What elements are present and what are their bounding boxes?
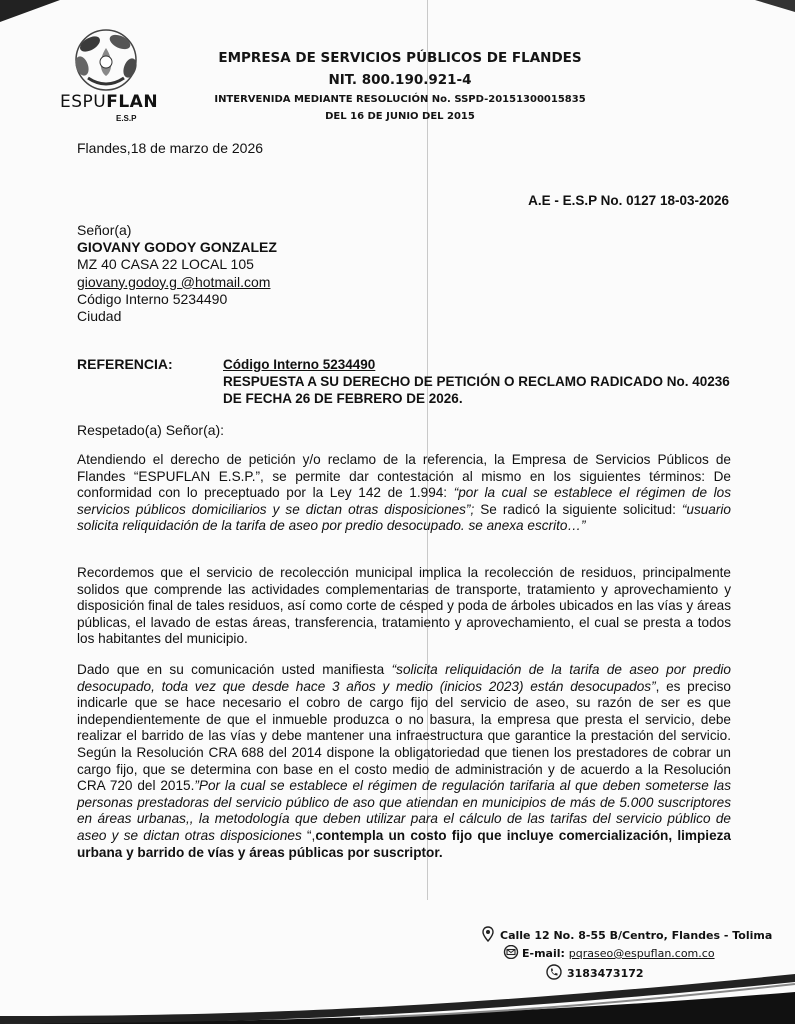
- greeting: Respetado(a) Señor(a):: [77, 422, 225, 438]
- reference-label: REFERENCIA:: [77, 356, 173, 372]
- footer-email: [522, 947, 715, 960]
- footer-address: Calle 12 No. 8-55 B/Centro, Flandes - Tolima: [500, 929, 773, 942]
- intervention-date: DEL 16 DE JUNIO DEL 2015: [325, 111, 475, 122]
- footer-phone: 3183473172: [567, 967, 644, 980]
- recipient-internal-code: Código Interno 5234490: [77, 290, 228, 307]
- place-date: Flandes,18 de marzo de 2026: [77, 140, 264, 156]
- logo-subtitle: E.S.P: [116, 114, 137, 123]
- recipient-address: MZ 40 CASA 22 LOCAL 105: [77, 256, 254, 273]
- footer-email-link[interactable]: pqraseo@espuflan.com.co: [568, 947, 715, 960]
- user-statement-quote: “solicita reliquidación de la tarifa de aseo por predio desocupado, toda vez que desde hace 3 años y medio (inicios 2023) están desocupados”: [77, 662, 731, 694]
- resolution-title-quote: ”Por la cual se establece el régimen de regulación tarifaria al que deben someterse las personas prestadoras del servicio público de aso que atiendan en municipios de más de 5.000 suscriptores en áreas urbanas,, la metodología que deben utilizar para el cálculo de las tarifas del servicio público de aseo y se dictan otras disposiciones: [77, 778, 732, 843]
- request-quote: “usuario solicita reliquidación de la tarifa de aseo por predio desocupado. se anexa escrito…”: [77, 501, 731, 534]
- logo-emblem-icon: [58, 26, 154, 94]
- company-name: EMPRESA DE SERVICIOS PÚBLICOS DE FLANDES: [218, 50, 582, 66]
- paragraph-1-text: Atendiendo el derecho de petición y/o reclamo de la referencia, la Empresa de Servicios Públicos de Flandes “ESPUFLAN E.S.P.”, se permite dar contestación al mismo en los siguientes términos: De conformidad con lo preceptuado por la Ley 142 de 1.994:: [77, 452, 731, 501]
- paragraph-2: Recordemos que el servicio de recolección municipal implica la recolección de residuos, principalmente solidos que comprende las actividades complementarias de transporte, tratamiento y aprovechamiento y disposición final de tales residuos, así como corte de césped y poda de árboles ubicados en las vías y áreas públicas, el lavado de estas áreas, transferencia, tratamiento y aprovechamiento, el cual se presta a todos los habitantes del municipio.: [77, 565, 731, 647]
- reference-code: Código Interno 5234490: [223, 357, 376, 372]
- logo-name-part-b: FLAN: [106, 92, 159, 112]
- paragraph-1: [77, 452, 731, 535]
- paragraph-1-text: Se radicó la siguiente solicitud:: [474, 501, 682, 517]
- intervention-resolution: INTERVENIDA MEDIANTE RESOLUCIÓN No. SSPD-20151300015835: [214, 94, 586, 105]
- paragraph-3-conclusion: contempla un costo fijo que incluye comercialización, limpieza urbana y barrido de vías y áreas públicas por suscriptor.: [77, 827, 731, 860]
- paragraph-3-text: “,: [307, 827, 316, 843]
- company-nit: NIT. 800.190.921-4: [328, 72, 472, 88]
- company-logo: [58, 26, 159, 126]
- paragraph-3: [77, 662, 731, 861]
- footer-swoosh-decoration: [0, 972, 795, 1024]
- paragraph-3-text: , es preciso indicarle que se hace necesario el cobro de cargo fijo del servicio de aseo, su razón de ser es que independientemente de que el inmueble produzca o no basura, la empresa que presta el servicio, debe realizar el barrido de las vías y debe mantener una infraestructura que garantice la prestación del servicio. Según la Resolución CRA 688 del 2014 dispone la obligatoriedad que tienen los prestadores de cobrar un cargo fijo, que se determina con base en el costo medio de administración y de acuerdo a la Resolución CRA 720 del 2015.: [77, 678, 731, 794]
- recipient-email[interactable]: giovany.godoy.g @hotmail.com: [77, 273, 271, 290]
- location-pin-icon: [482, 926, 494, 942]
- recipient-name: GIOVANY GODOY GONZALEZ: [77, 239, 277, 256]
- logo-name-part-a: ESPU: [60, 92, 107, 112]
- law-title-quote: “por la cual se establece el régimen de los servicios públicos domiciliarios y se dictan otras disposiciones”;: [77, 485, 731, 517]
- reference-number: A.E - E.S.P No. 0127 18-03-2026: [528, 193, 729, 208]
- scan-corner-mark: [755, 0, 795, 12]
- recipient-city: Ciudad: [77, 308, 122, 325]
- footer-email-label: E-mail:: [522, 947, 569, 960]
- envelope-icon: [503, 945, 519, 959]
- reference-body: [223, 356, 738, 407]
- recipient-salutation: Señor(a): [77, 222, 132, 238]
- scan-corner-mark: [0, 0, 60, 22]
- recipient-block: [77, 222, 277, 325]
- reference-subject: RESPUESTA A SU DERECHO DE PETICIÓN O RECLAMO RADICADO No. 40236 DE FECHA 26 DE FEBRERO DE 2026.: [223, 374, 730, 406]
- paragraph-3-text: Dado que en su comunicación usted manifiesta: [77, 662, 392, 677]
